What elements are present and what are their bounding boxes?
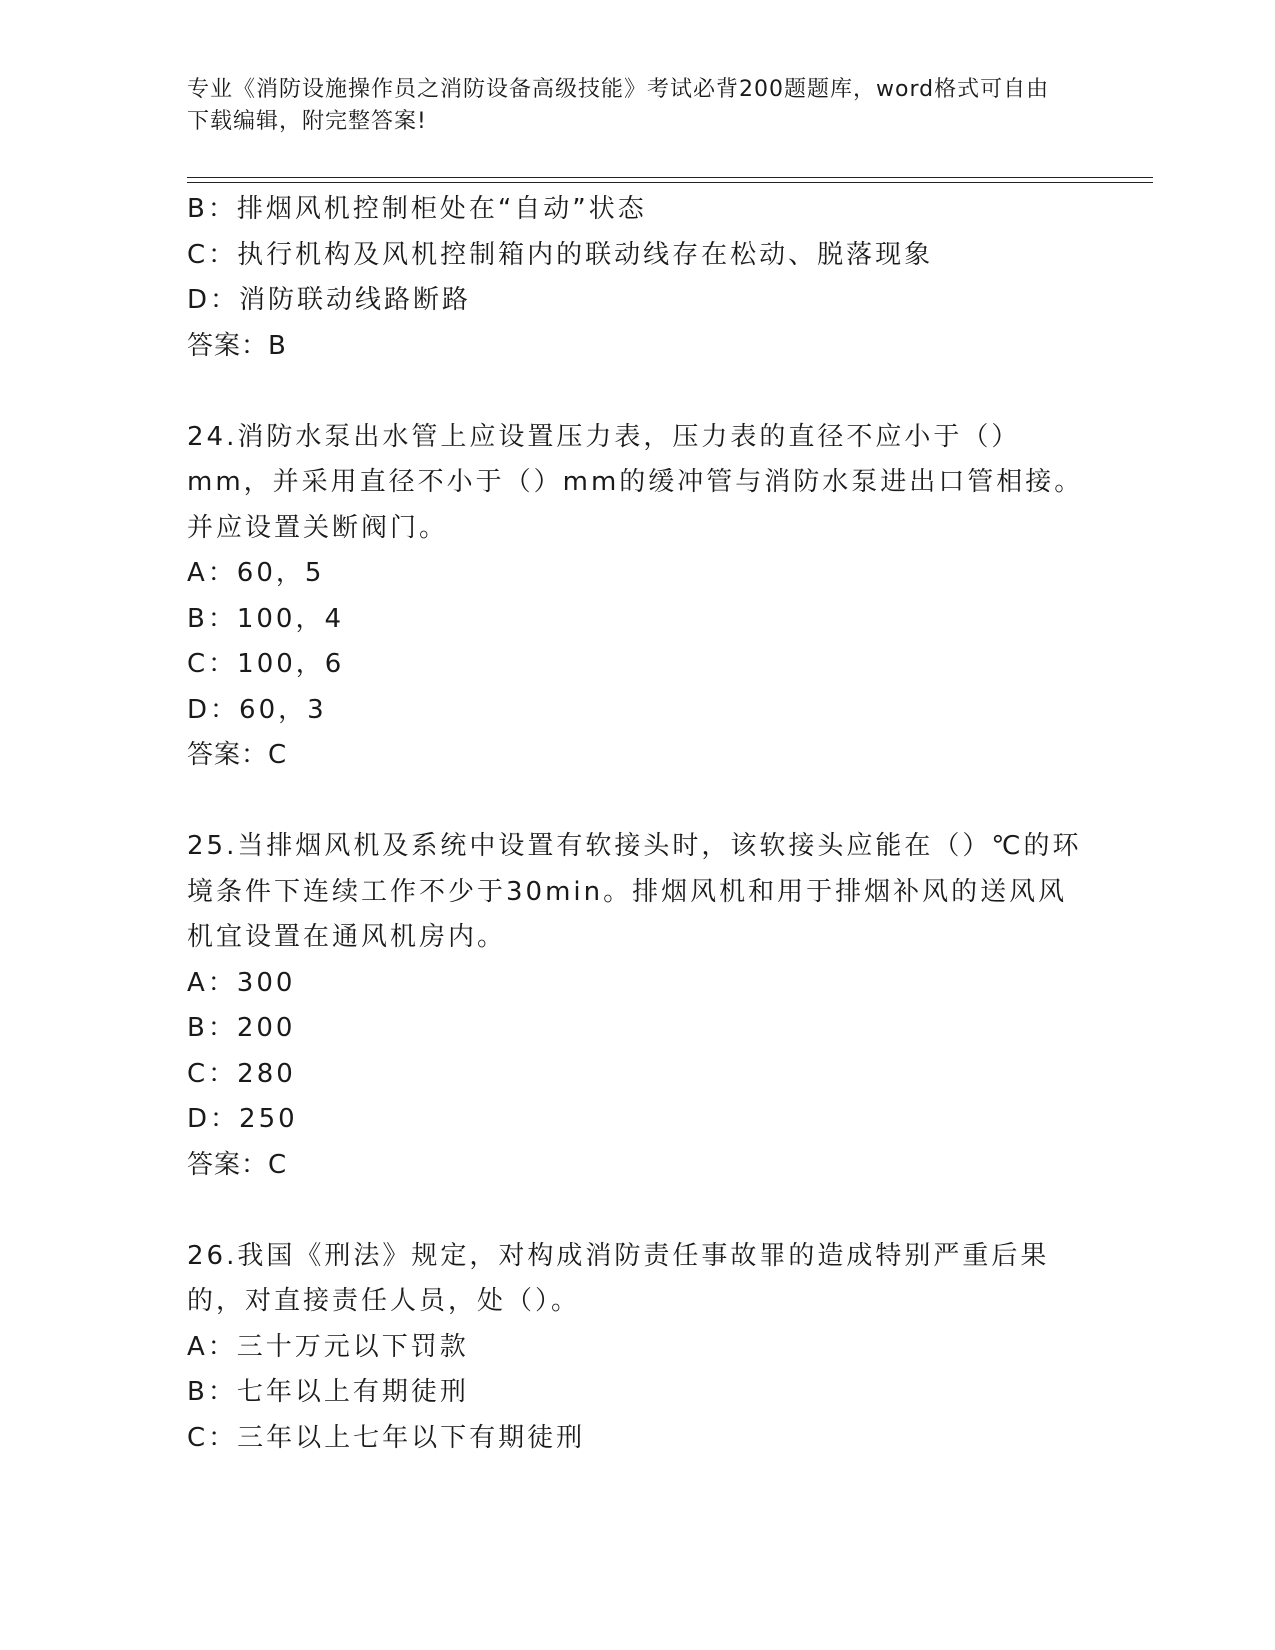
option-c: C：280 xyxy=(187,1058,296,1089)
option-b: B：七年以上有期徒刑 xyxy=(187,1377,469,1407)
option-c: C：100，6 xyxy=(187,649,345,679)
option-b: B：排烟风机控制柜处在“自动”状态 xyxy=(187,194,647,224)
question-stem: 24.消防水泵出水管上应设置压力表，压力表的直径不应小于（）mm，并采用直径不小于（）mm的缓冲管与消防水泵进出口管相接。并应设置关断阀门。 xyxy=(187,421,1084,543)
question-block-26 xyxy=(187,1234,1087,1462)
answer: 答案：B xyxy=(187,330,287,361)
option-c: C：执行机构及风机控制箱内的联动线存在松动、脱落现象 xyxy=(187,239,934,270)
header-rule-top xyxy=(187,177,1153,178)
option-c: C：三年以上七年以下有期徒刑 xyxy=(187,1422,586,1453)
option-d: D：60，3 xyxy=(187,694,327,725)
question-stem: 26.我国《刑法》规定，对构成消防责任事故罪的造成特别严重后果的，对直接责任人员，处（）。 xyxy=(187,1240,1050,1316)
question-stem: 25.当排烟风机及系统中设置有软接头时，该软接头应能在（）℃的环境条件下连续工作不少于30min。排烟风机和用于排烟补风的送风风机宜设置在通风机房内。 xyxy=(187,831,1082,952)
question-block-continued xyxy=(187,187,1087,369)
option-b: B：100，4 xyxy=(187,603,345,634)
question-block-24 xyxy=(187,415,1087,779)
option-a: A：60，5 xyxy=(187,558,325,588)
option-d: D：250 xyxy=(187,1104,298,1134)
answer: 答案：C xyxy=(187,1149,288,1180)
question-spacer xyxy=(187,369,1087,415)
question-spacer xyxy=(187,1188,1087,1234)
question-spacer xyxy=(187,779,1087,825)
option-d: D：消防联动线路断路 xyxy=(187,285,472,315)
question-list xyxy=(187,187,1087,1461)
header-rule-bottom xyxy=(187,182,1153,183)
document-header: 专业《消防设施操作员之消防设备高级技能》考试必背200题题库，word格式可自由下载编辑，附完整答案! xyxy=(187,77,1050,134)
option-a: A：300 xyxy=(187,967,296,998)
option-b: B：200 xyxy=(187,1013,296,1043)
question-block-25 xyxy=(187,824,1087,1188)
option-a: A：三十万元以下罚款 xyxy=(187,1331,469,1362)
answer: 答案：C xyxy=(187,740,288,770)
